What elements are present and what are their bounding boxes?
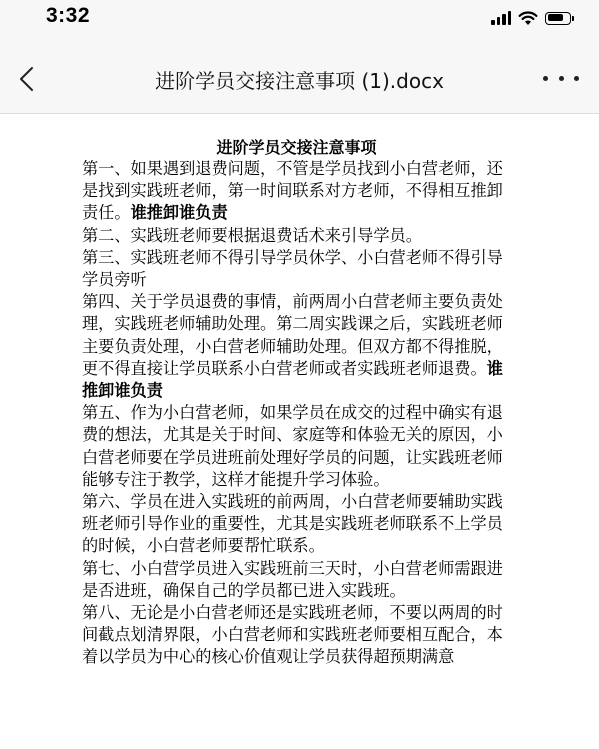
chevron-left-icon[interactable] bbox=[14, 64, 42, 94]
document-paragraph bbox=[82, 602, 511, 669]
document-paragraph bbox=[82, 491, 511, 558]
document-title: 进阶学员交接注意事项 bbox=[216, 138, 377, 157]
status-bar bbox=[0, 0, 599, 44]
paragraph-text: 第一、如果遇到退费问题，不管是学员找到小白营老师，还是找到实践班老师，第一时间联系对方老师，不得相互推卸责任。 bbox=[82, 159, 503, 223]
paragraph-text: 第七、小白营学员进入实践班前三天时，小白营老师需跟进是否进班，确保自己的学员都已进入实践班。 bbox=[82, 558, 503, 600]
paragraph-text: 第五、作为小白营老师，如果学员在成交的过程中确实有退费的想法，尤其是关于时间、家庭等和体验无关的原因，小白营老师要在学员进班前处理好学员的问题，让实践班老师能够专注于教学，这样才能提升学习体验。 bbox=[82, 403, 503, 489]
status-icons bbox=[491, 8, 571, 28]
paragraph-text: 第六、学员在进入实践班的前两周，小白营老师要辅助实践班老师引导作业的重要性，尤其是实践班老师联系不上学员的时候，小白营老师要帮忙联系。 bbox=[82, 492, 503, 556]
nav-bar bbox=[0, 44, 599, 114]
battery-fill bbox=[548, 14, 563, 21]
more-icon[interactable] bbox=[543, 66, 579, 90]
paragraph-text: 第八、无论是小白营老师还是实践班老师，不要以两周的时间截点划清界限，小白营老师和实践班老师要相互配合，本着以学员为中心的核心价值观让学员获得超预期满意 bbox=[82, 603, 503, 667]
document-paragraph bbox=[82, 247, 511, 291]
battery-icon bbox=[545, 12, 571, 25]
paragraph-text: 第三、实践班老师不得引导学员休学、小白营老师不得引导学员旁听 bbox=[82, 247, 503, 290]
document-body bbox=[82, 158, 511, 669]
document-viewer[interactable] bbox=[0, 114, 599, 749]
paragraph-emphasis: 谁推卸谁负责 bbox=[82, 358, 503, 401]
document-paragraph bbox=[82, 158, 511, 225]
paragraph-emphasis: 谁推卸谁负责 bbox=[130, 203, 228, 223]
document-paragraph bbox=[82, 291, 511, 402]
document-paragraph bbox=[82, 558, 511, 602]
paragraph-text: 第四、关于学员退费的事情，前两周小白营老师主要负责处理，实践班老师辅助处理。第二周实践课之后，实践班老师主要负责处理，小白营老师辅助处理。但双方都不得推脱，更不得直接让学员联系小白营老师或者实践班老师退费。 bbox=[82, 292, 503, 378]
wifi-icon bbox=[518, 11, 538, 26]
document-paragraph bbox=[82, 402, 511, 491]
paragraph-text: 第二、实践班老师要根据退费话术来引导学员。 bbox=[82, 225, 422, 245]
page-title: 进阶学员交接注意事项 (1).docx bbox=[155, 69, 444, 93]
signal-icon bbox=[491, 11, 511, 25]
status-time: 3:32 bbox=[46, 4, 91, 27]
document-paragraph bbox=[82, 225, 511, 247]
